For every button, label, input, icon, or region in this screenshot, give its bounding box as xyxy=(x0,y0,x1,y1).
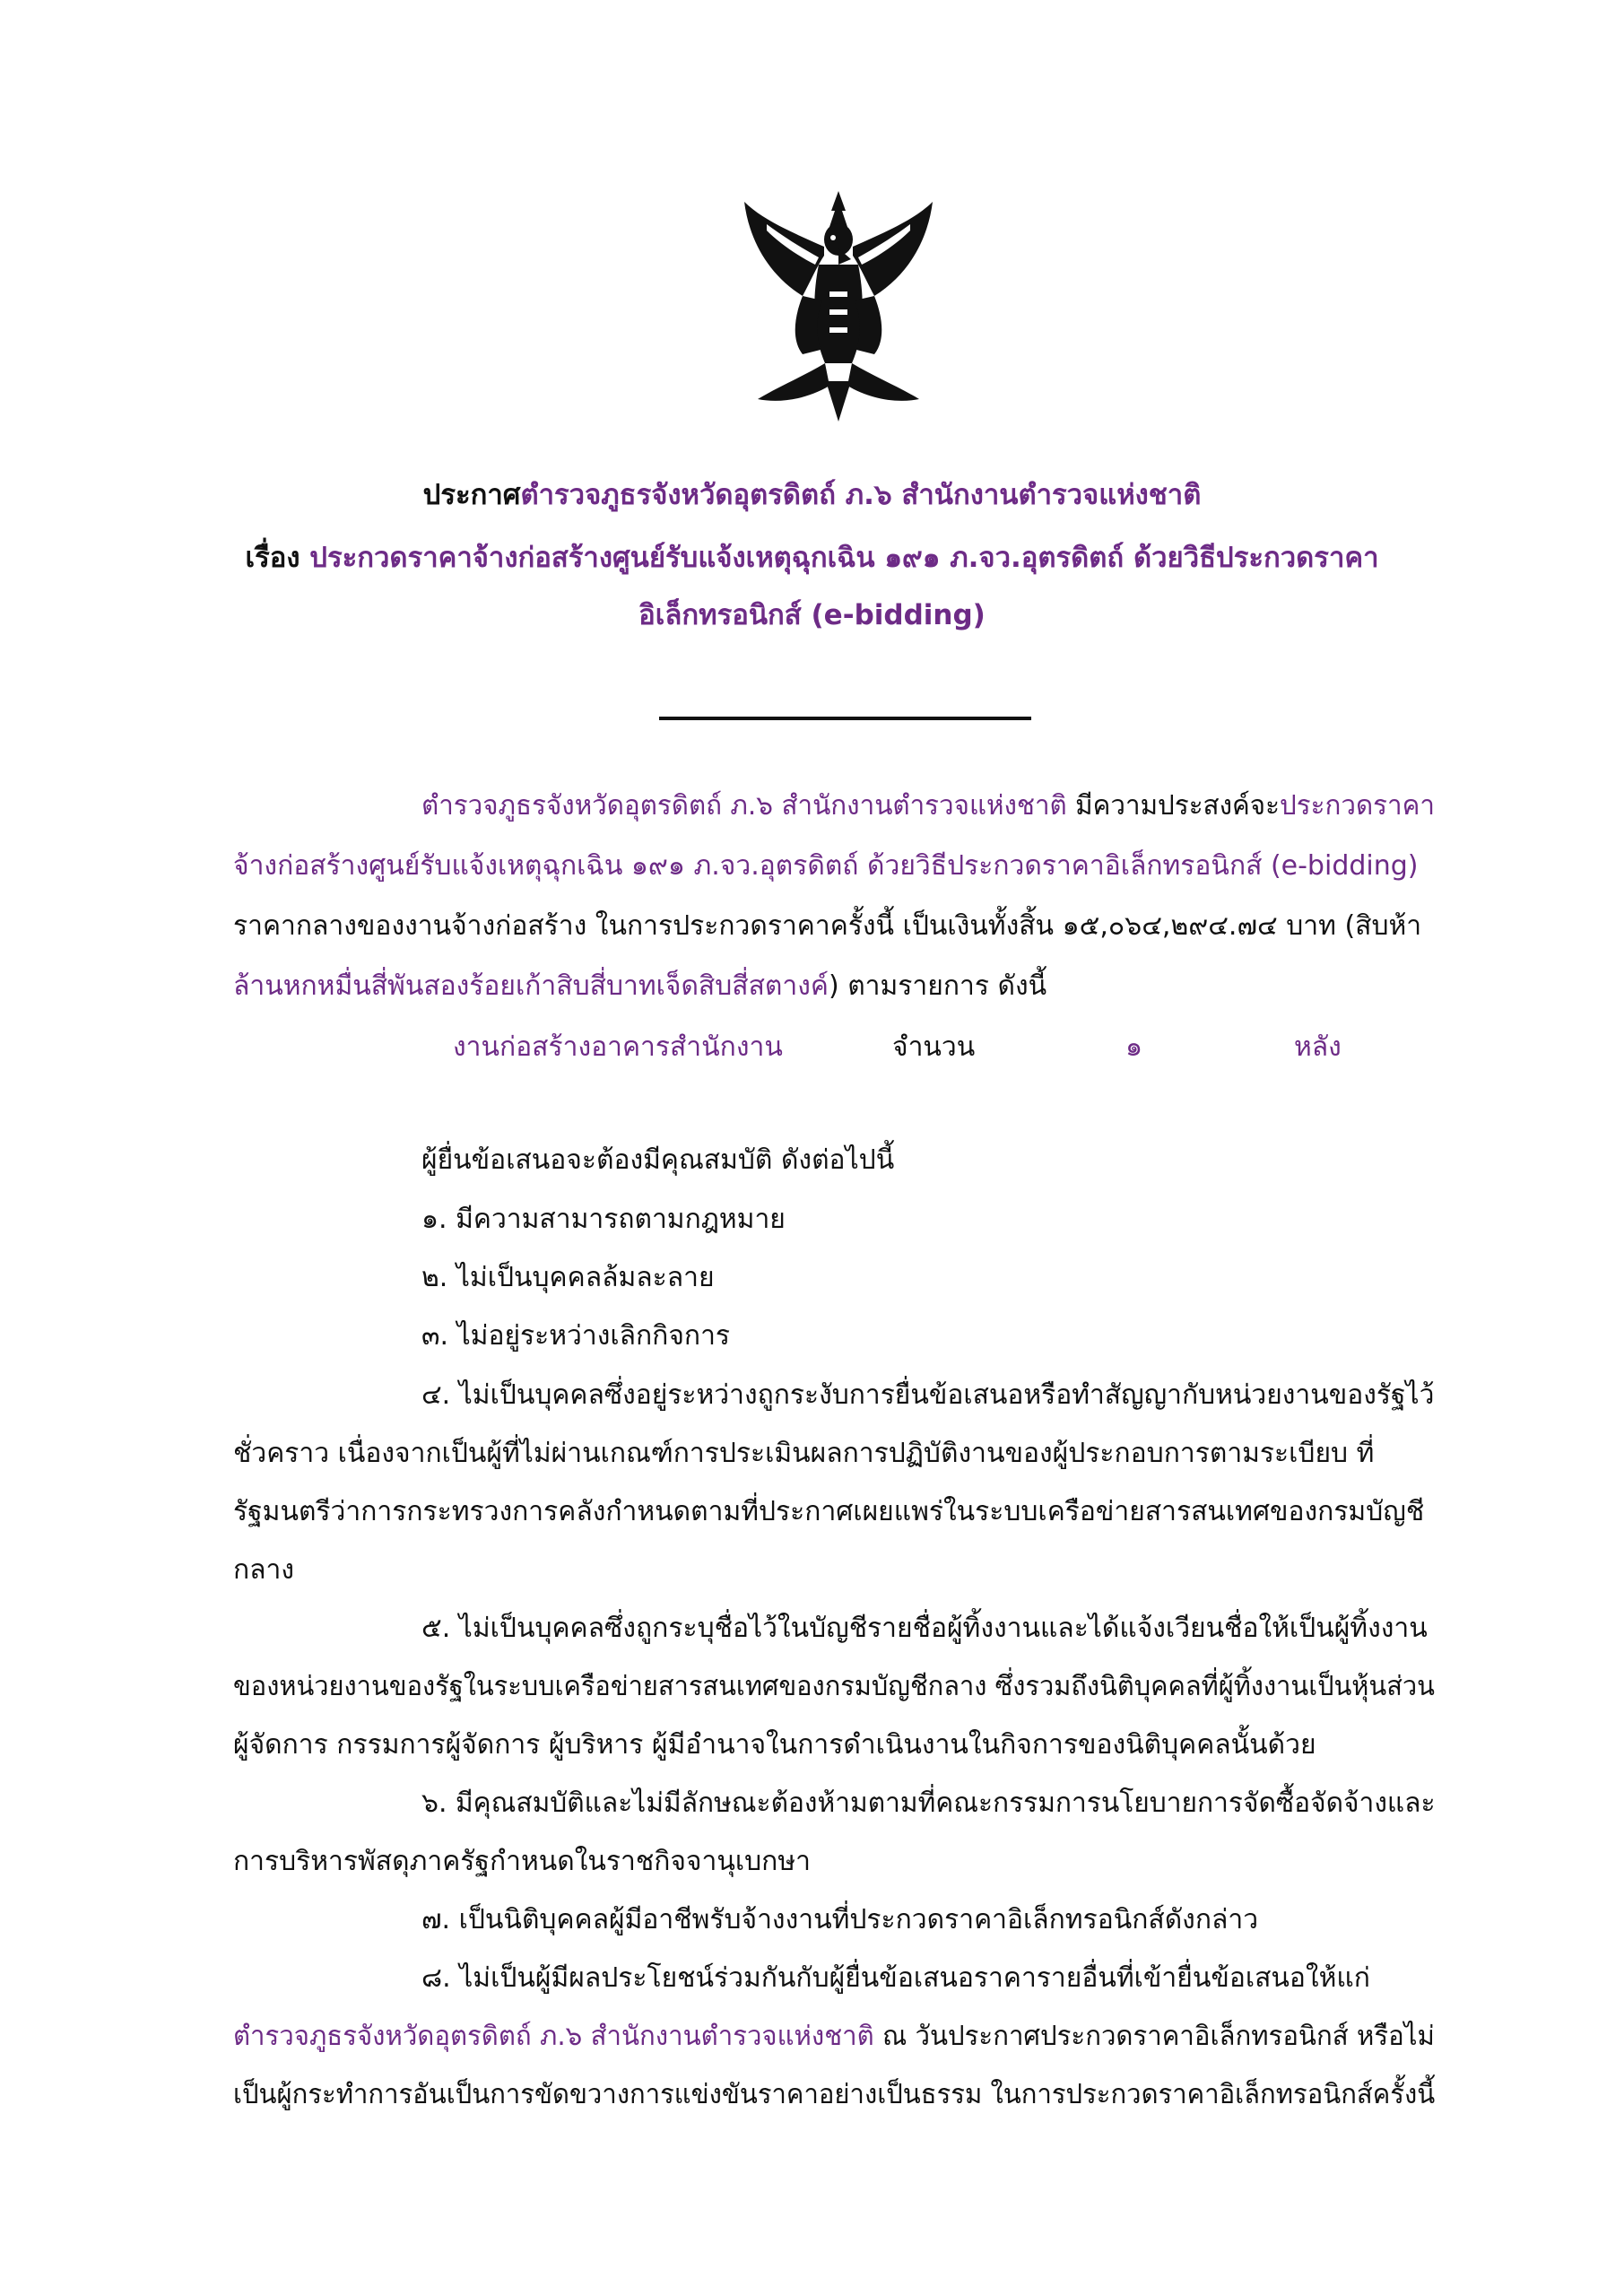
intro-organization: ตำรวจภูธรจังหวัดอุตรดิตถ์ ภ.๖ สำนักงานตำรวจแห่งชาติ xyxy=(421,790,1067,822)
title-prefix: ประกาศ xyxy=(422,479,521,511)
garuda-emblem-icon xyxy=(740,184,937,426)
announcement-title xyxy=(179,475,1445,515)
subject-text: ประกวดราคาจ้างก่อสร้างศูนย์รับแจ้งเหตุฉุกเฉิน ๑๙๑ ภ.จว.อุตรดิตถ์ ด้วยวิธีประกวดราคา xyxy=(309,542,1379,574)
intro-line-1 xyxy=(421,787,1435,826)
item-qty: ๑ xyxy=(1125,1031,1143,1063)
qualification-8-line-2-rest: ณ วันประกาศประกวดราคาอิเล็กทรอนิกส์ หรือไม่ xyxy=(873,2021,1435,2052)
intro-line-2: จ้างก่อสร้างศูนย์รับแจ้งเหตุฉุกเฉิน ๑๙๑ ภ.จว.อุตรดิตถ์ ด้วยวิธีประกวดราคาอิเล็กทรอนิกส์ (e-bidding) xyxy=(233,850,1419,882)
announcement-subject xyxy=(179,538,1445,578)
price-in-words: ล้านหกหมื่นสี่พันสองร้อยเก้าสิบสี่บาทเจ็ดสิบสี่สตางค์ xyxy=(233,970,829,1002)
title-organization: ตำรวจภูธรจังหวัดอุตรดิตถ์ ภ.๖ สำนักงานตำรวจแห่งชาติ xyxy=(520,479,1202,511)
qualification-8-organization: ตำรวจภูธรจังหวัดอุตรดิตถ์ ภ.๖ สำนักงานตำรวจแห่งชาติ xyxy=(233,2021,874,2052)
announcement-subject-cont: อิเล็กทรอนิกส์ (e-bidding) xyxy=(638,599,986,631)
qualification-8-line-2 xyxy=(233,2017,1435,2057)
qualification-4-line-3: รัฐมนตรีว่าการกระทรวงการคลังกำหนดตามที่ประกาศเผยแพร่ในระบบเครือข่ายสารสนเทศของกรมบัญชี xyxy=(233,1496,1425,1527)
qualification-5-line-1: ๕. ไม่เป็นบุคคลซึ่งถูกระบุชื่อไว้ในบัญชีรายชื่อผู้ทิ้งงานและได้แจ้งเวียนชื่อให้เป็นผู้ทิ้งงาน xyxy=(421,1613,1428,1644)
title-divider xyxy=(659,717,1031,720)
item-name: งานก่อสร้างอาคารสำนักงาน xyxy=(453,1031,783,1063)
qualification-4-line-4: กลาง xyxy=(233,1554,295,1586)
intro-line-3: ราคากลางของงานจ้างก่อสร้าง ในการประกวดราคาครั้งนี้ เป็นเงินทั้งสิ้น ๑๕,๐๖๔,๒๙๔.๗๔ บาท (สิบห้า xyxy=(233,910,1422,942)
subject-prefix: เรื่อง xyxy=(245,542,310,574)
qualification-6-line-2: การบริหารพัสดุภาครัฐกำหนดในราชกิจจานุเบกษา xyxy=(233,1846,811,1877)
qualification-5-line-2: ของหน่วยงานของรัฐในระบบเครือข่ายสารสนเทศของกรมบัญชีกลาง ซึ่งรวมถึงนิติบุคคลที่ผู้ทิ้งงานเป็นหุ้นส่วน xyxy=(233,1671,1435,1702)
qualification-5-line-3: ผู้จัดการ กรรมการผู้จัดการ ผู้บริหาร ผู้มีอำนาจในการดำเนินงานในกิจการของนิติบุคคลนั้นด้วย xyxy=(233,1729,1316,1761)
intro-purpose: มีความประสงค์จะ xyxy=(1066,790,1280,822)
qualifications-intro: ผู้ยื่นข้อเสนอจะต้องมีคุณสมบัติ ดังต่อไปนี้ xyxy=(421,1144,895,1176)
qualification-3: ๓. ไม่อยู่ระหว่างเลิกกิจการ xyxy=(421,1320,731,1352)
qualification-1: ๑. มีความสามารถตามกฎหมาย xyxy=(421,1204,786,1235)
qualification-2: ๒. ไม่เป็นบุคคลล้มละลาย xyxy=(421,1262,715,1293)
qualification-4-line-2: ชั่วคราว เนื่องจากเป็นผู้ที่ไม่ผ่านเกณฑ์การประเมินผลการปฏิบัติงานของผู้ประกอบการตามระเบียบ ที่ xyxy=(233,1438,1375,1469)
qualification-6-line-1: ๖. มีคุณสมบัติและไม่มีลักษณะต้องห้ามตามที่คณะกรรมการนโยบายการจัดซื้อจัดจ้างและ xyxy=(421,1787,1436,1819)
qualification-4-line-1: ๔. ไม่เป็นบุคคลซึ่งอยู่ระหว่างถูกระงับการยื่นข้อเสนอหรือทำสัญญากับหน่วยงานของรัฐไว้ xyxy=(421,1379,1435,1411)
qualification-8-line-3: เป็นผู้กระทำการอันเป็นการขัดขวางการแข่งขันราคาอย่างเป็นธรรม ในการประกวดราคาอิเล็กทรอนิกส์ครั้งนี้ xyxy=(233,2079,1436,2110)
item-unit: หลัง xyxy=(1294,1031,1342,1063)
intro-line-4 xyxy=(233,967,1046,1006)
intro-purpose-tail: ประกวดราคา xyxy=(1279,790,1435,822)
qualification-8-line-1: ๘. ไม่เป็นผู้มีผลประโยชน์ร่วมกันกับผู้ยื่นข้อเสนอราคารายอื่นที่เข้ายื่นข้อเสนอให้แก่ xyxy=(421,1962,1370,1994)
item-qty-label: จำนวน xyxy=(892,1031,976,1063)
qualification-7: ๗. เป็นนิติบุคคลผู้มีอาชีพรับจ้างงานที่ประกวดราคาอิเล็กทรอนิกส์ดังกล่าว xyxy=(421,1904,1259,1935)
intro-line-4-rest: ) ตามรายการ ดังนี้ xyxy=(828,970,1047,1002)
